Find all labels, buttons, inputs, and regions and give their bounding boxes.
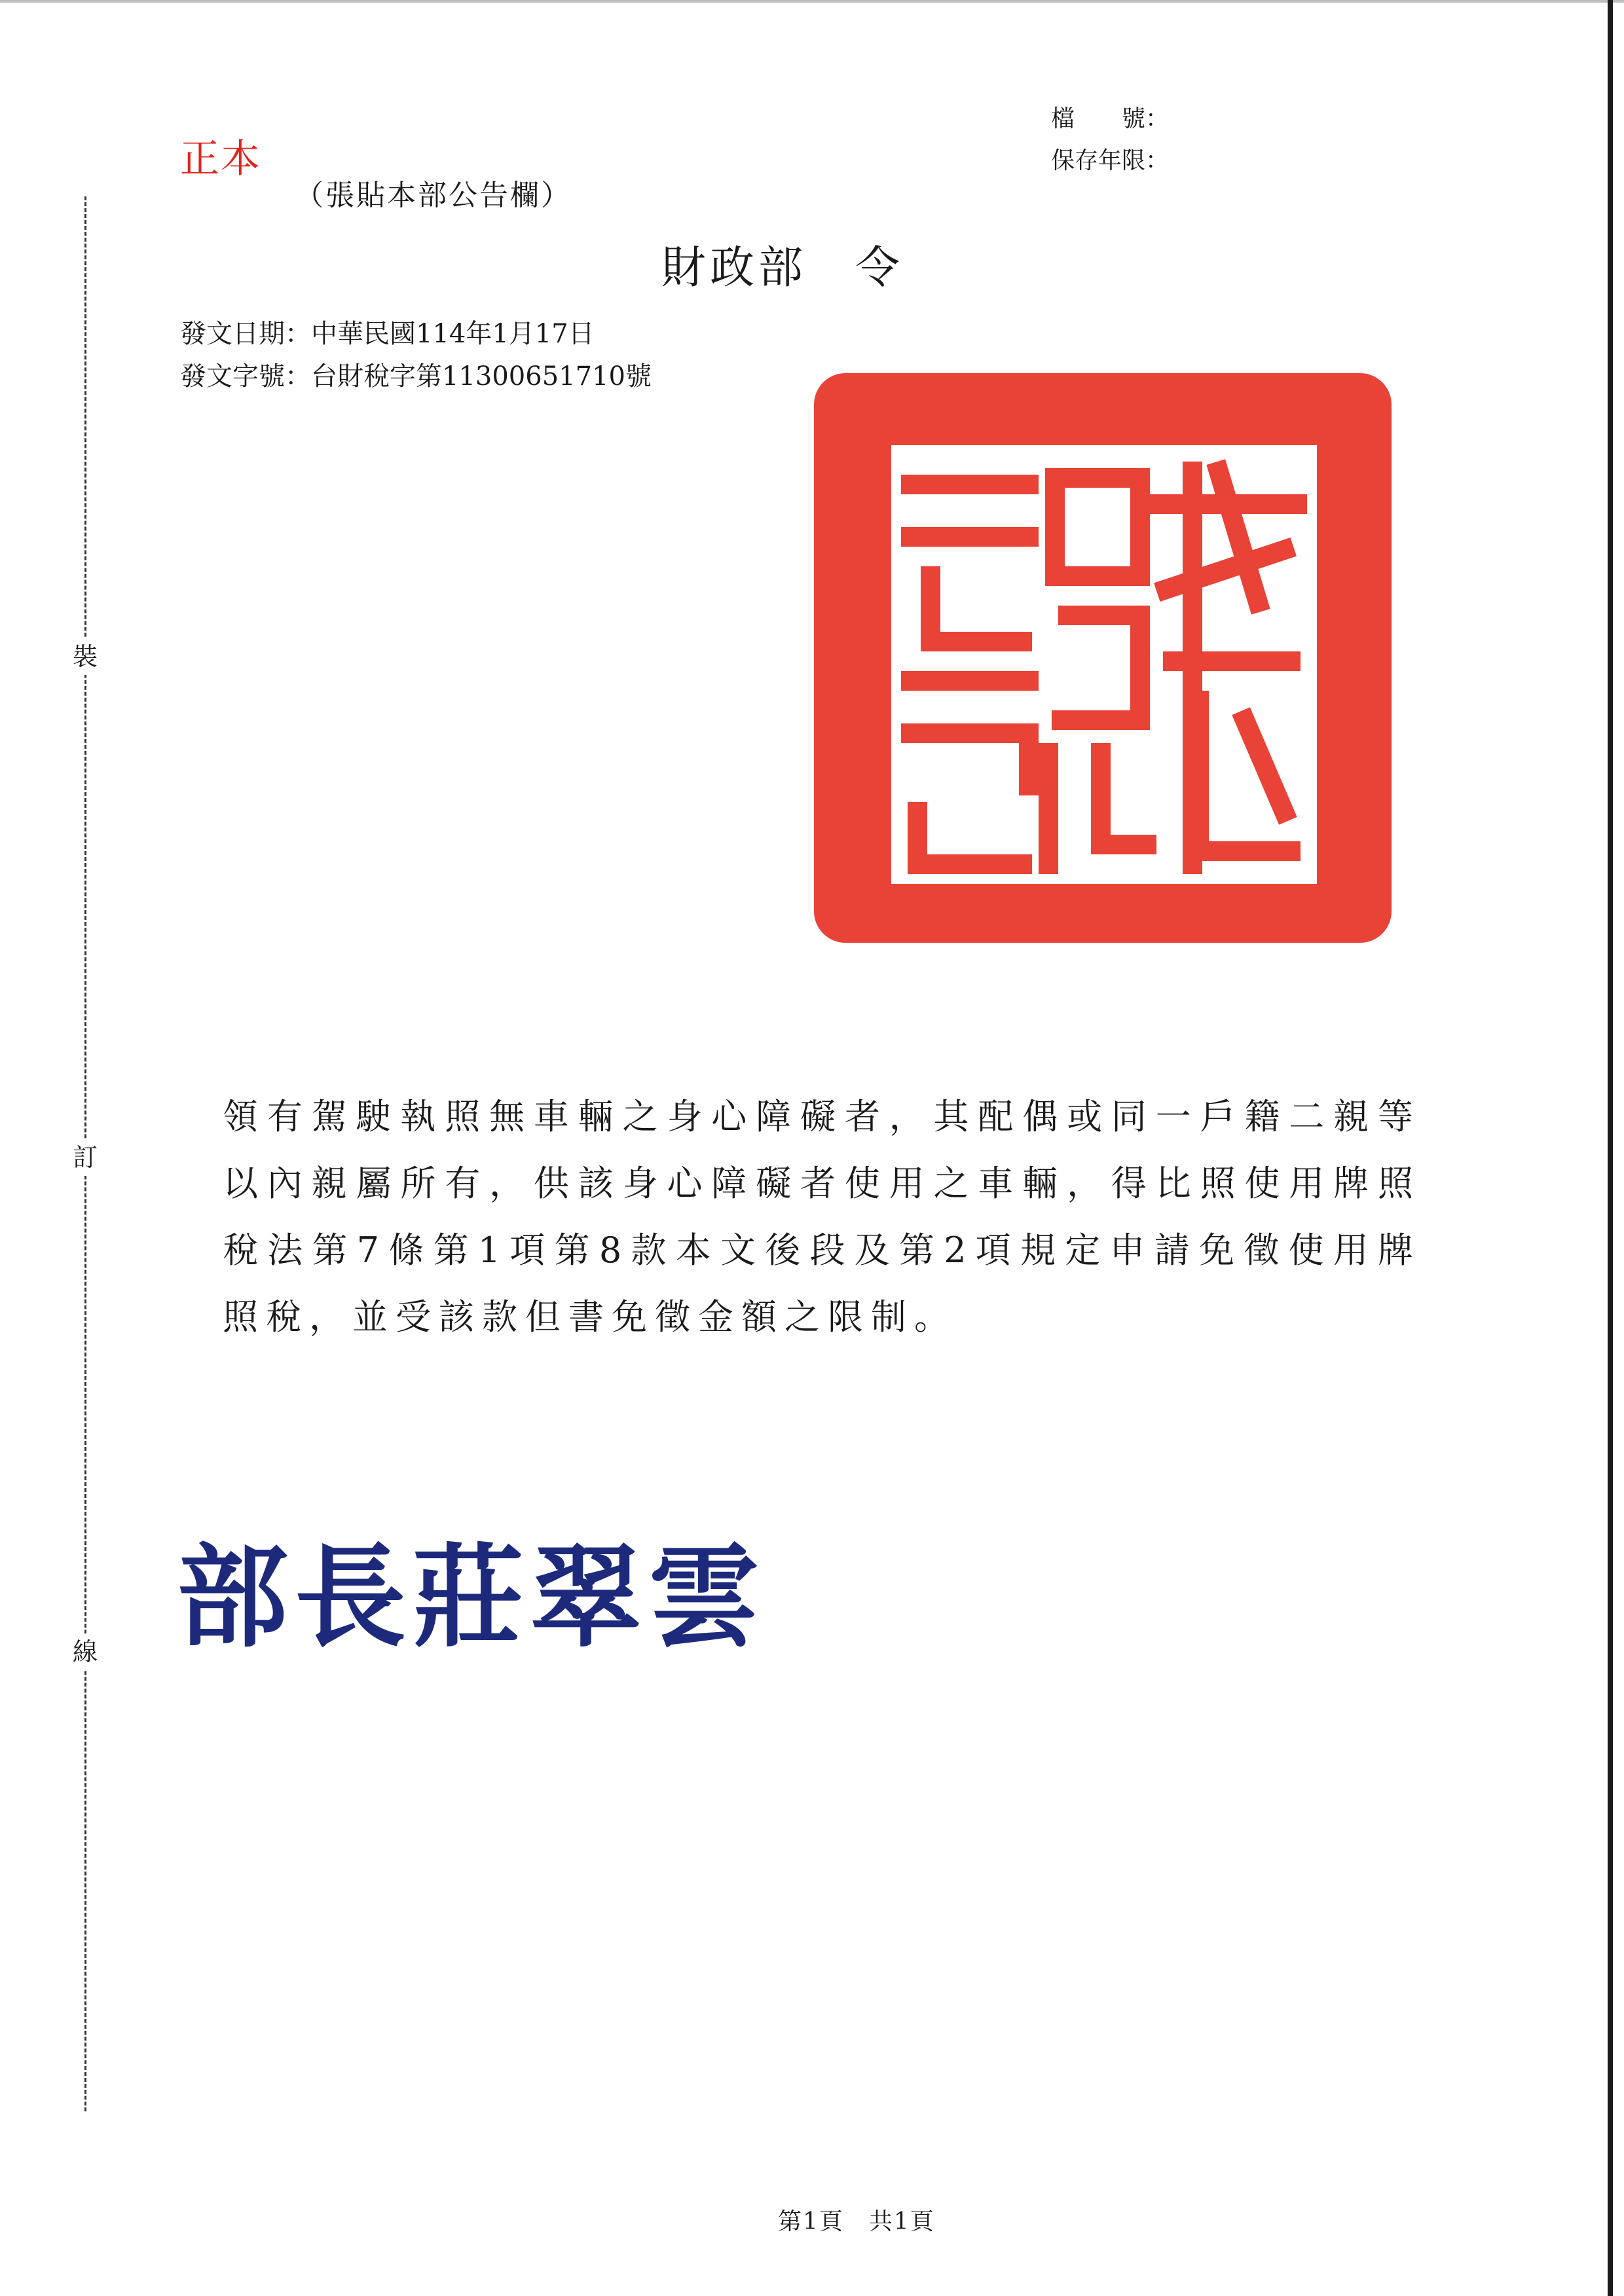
posting-note: （張貼本部公告欄） [295, 179, 572, 212]
original-copy-stamp: 正本 [180, 136, 261, 182]
page-number: 第1頁 共1頁 [778, 2208, 935, 2235]
issue-info [180, 313, 652, 398]
scan-top-edge [0, 0, 1624, 3]
retention-row [1051, 140, 1169, 182]
binding-char-ding: 訂 [68, 1139, 102, 1176]
retention-label: 保存年限： [1051, 147, 1170, 174]
seal-script-icon [891, 445, 1317, 884]
decree-body: 領有駕駛執照無車輛之身心障礙者，其配偶或同一戶籍二親等以內親屬所有，供該身心障礙者使用之車輛，得比照使用牌照稅法第7條第1項第8款本文後段及第2項規定申請免徵使用牌照稅，並受該款但書免徵金額之限制。 [223, 1096, 1421, 1338]
document-title: 財政部 令 [661, 242, 904, 294]
seal-inner [891, 445, 1317, 884]
archive-number-row [1051, 98, 1169, 140]
official-seal [814, 373, 1392, 943]
archive-meta [1051, 98, 1169, 182]
binding-char-xian: 線 [68, 1633, 102, 1670]
minister-signature: 部長莊翠雲 [177, 1532, 767, 1663]
issue-date: 發文日期：中華民國114年1月17日 [180, 319, 595, 349]
binding-char-zhuang: 裝 [68, 638, 102, 675]
archive-number-label: 檔 號： [1051, 105, 1170, 132]
scan-right-edge [1608, 0, 1613, 2296]
issue-number: 發文字號：台財稅字第11300651710號 [180, 361, 652, 392]
